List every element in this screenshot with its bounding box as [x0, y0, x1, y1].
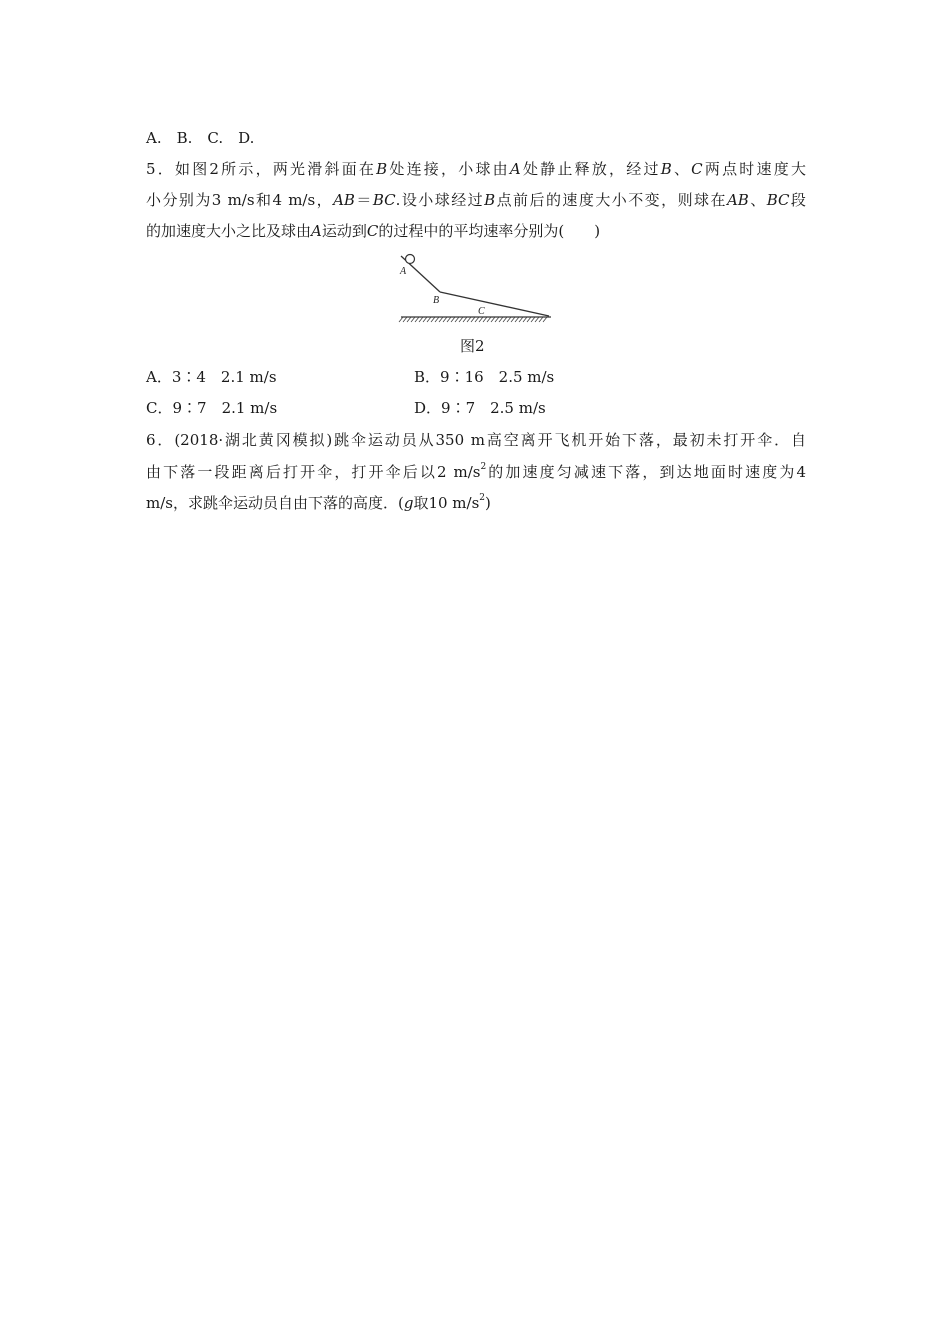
ground-hatching — [399, 317, 547, 322]
q5-stem-line-2: 小分别为3 m/s和4 m/s，AB＝BC.设小球经过B点前后的速度大小不变，则球在AB、BC段 — [146, 191, 806, 209]
q5-stem-line-1: 5．如图2所示，两光滑斜面在B处连接，小球由A处静止释放，经过B、C两点时速度大 — [146, 160, 806, 178]
hatch-mark — [431, 317, 435, 322]
hatch-mark — [523, 317, 527, 322]
q5-option-b: B．9∶16 2.5 m/s — [414, 368, 555, 386]
figure-label-a: A — [400, 266, 407, 277]
hatch-mark — [483, 317, 487, 322]
hatch-mark — [451, 317, 455, 322]
hatch-mark — [507, 317, 511, 322]
hatch-mark — [479, 317, 483, 322]
hatch-mark — [539, 317, 543, 322]
q6-stem-line-3: m/s，求跳伞运动员自由下落的高度．(g取10 $m/s^2$) — [146, 493, 491, 512]
ball-icon — [406, 255, 415, 264]
hatch-mark — [423, 317, 427, 322]
figure-caption: 图2 — [460, 337, 485, 355]
hatch-mark — [503, 317, 507, 322]
hatch-mark — [419, 317, 423, 322]
hatch-mark — [471, 317, 475, 322]
inclined-planes-figure — [395, 252, 555, 328]
hatch-mark — [511, 317, 515, 322]
hatch-mark — [467, 317, 471, 322]
hatch-mark — [527, 317, 531, 322]
q5-option-d: D．9∶7 2.5 m/s — [414, 399, 546, 417]
figure-label-b: B — [433, 295, 440, 306]
hatch-mark — [495, 317, 499, 322]
q5-option-c: C．9∶7 2.1 m/s — [146, 399, 278, 417]
previous-question-options: A. B. C. D. — [146, 129, 255, 147]
q6-stem-line-2: 由下落一段距离后打开伞，打开伞后以2 $m/s^2$的加速度匀减速下落，到达地面时速度为4 — [146, 462, 807, 481]
hatch-mark — [475, 317, 479, 322]
hatch-mark — [411, 317, 415, 322]
q5-option-a: A．3∶4 2.1 m/s — [146, 368, 277, 386]
hatch-mark — [415, 317, 419, 322]
figure-label-c: C — [478, 306, 485, 317]
q6-stem-line-1: 6．(2018·湖北黄冈模拟)跳伞运动员从350 m高空离开飞机开始下落，最初未打开伞．自 — [146, 431, 806, 449]
hatch-mark — [407, 317, 411, 322]
hatch-mark — [515, 317, 519, 322]
q5-stem-line-3: 的加速度大小之比及球由A运动到C的过程中的平均速率分别为( ) — [146, 222, 601, 240]
hatch-mark — [435, 317, 439, 322]
hatch-mark — [499, 317, 503, 322]
hatch-mark — [443, 317, 447, 322]
hatch-mark — [535, 317, 539, 322]
hatch-mark — [531, 317, 535, 322]
hatch-mark — [439, 317, 443, 322]
hatch-mark — [519, 317, 523, 322]
hatch-mark — [487, 317, 491, 322]
hatch-mark — [543, 317, 547, 322]
hatch-mark — [427, 317, 431, 322]
hatch-mark — [459, 317, 463, 322]
hatch-mark — [399, 317, 403, 322]
incline-bc-line — [440, 292, 549, 316]
hatch-mark — [455, 317, 459, 322]
hatch-mark — [447, 317, 451, 322]
hatch-mark — [403, 317, 407, 322]
hatch-mark — [463, 317, 467, 322]
hatch-mark — [491, 317, 495, 322]
